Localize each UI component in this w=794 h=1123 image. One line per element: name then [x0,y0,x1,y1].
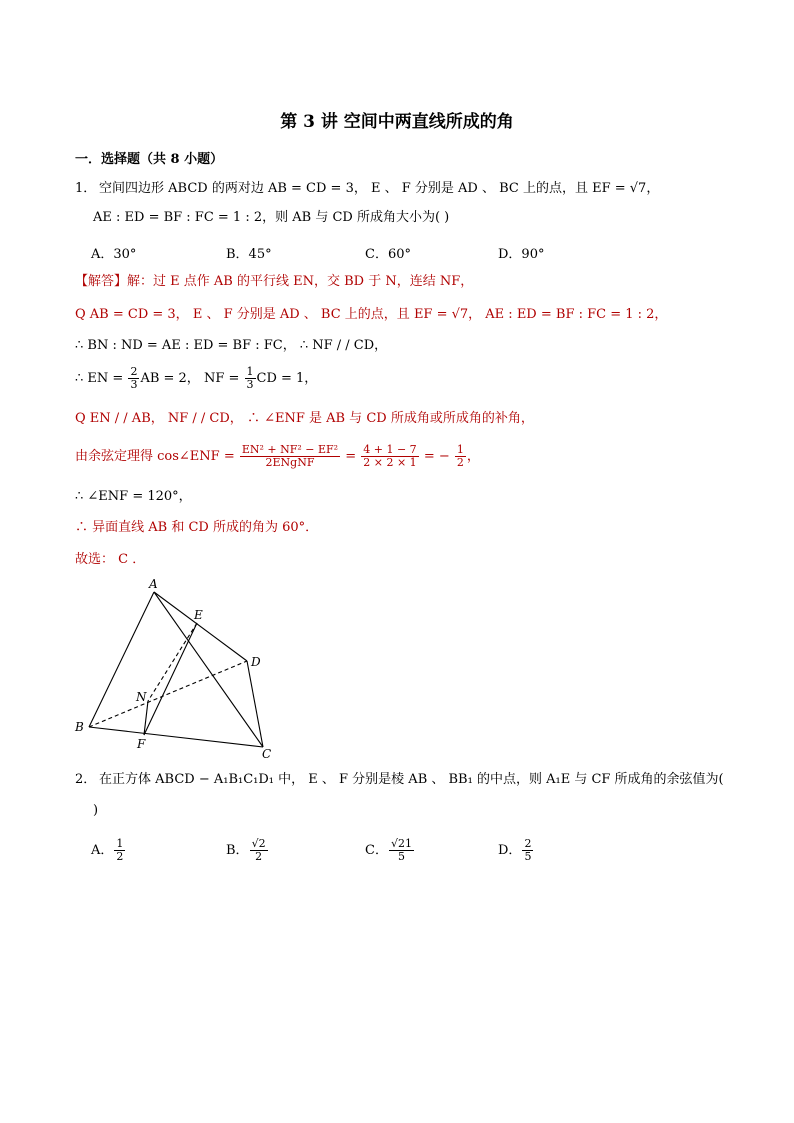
fraction-one-third: $\frac{1}{3}$ [246,365,254,391]
q1-option-d: D．90° [498,247,545,262]
edge-bc [89,727,263,747]
page-title: 第 3 讲 空间中两直线所成的角 [280,112,514,132]
solution-line4-part2: AB = 2， NF = [140,371,244,386]
solution-line2: Q AB = CD = 3， E 、 F 分别是 AD 、 BC 上的点，且 EF = √7， AE : ED = BF : FC = 1 : 2， [75,307,668,322]
fraction-numbers: $\frac{4 + 1 - 7}{2 \times 2 \times 1}$ [363,443,417,469]
q2-stem-line2: ) [93,803,99,818]
q1-number: 1． [75,181,97,196]
q1-option-a: A．30° [91,247,137,262]
fraction-two-thirds: $\frac{2}{3}$ [130,365,138,391]
tetrahedron-figure [60,570,290,765]
section-heading: 一．选择题（共 8 小题） [75,152,224,167]
solution-line4-part3: CD = 1， [256,371,318,386]
label-c: C [262,747,272,761]
solution-line6-part1: 由余弦定理得 cos∠ENF = [75,449,239,464]
q2-option-b: B． $\frac{√2}{2}$ [226,837,266,863]
edge-bd-hidden [89,661,247,727]
edge-ac [154,592,263,747]
q2-stem-line1: 在正方体 ABCD − A₁B₁C₁D₁ 中， E 、 F 分别是棱 AB 、 BB₁ 的中点，则 A₁E 与 CF 所成角的余弦值为( [99,772,724,787]
solution-line7: ∴ ∠ENF = 120°， [75,489,192,504]
q1-option-c: C．60° [365,247,411,262]
solution-line1 [75,274,473,290]
solution-line6 [75,444,480,469]
q1-stem-line2: AE : ED = BF : FC = 1 : 2，则 AB 与 CD 所成角大小为( ) [93,210,450,225]
label-e: E [194,608,203,622]
edge-dc [247,661,263,747]
solution-line3: ∴ BN : ND = AE : ED = BF : FC， ∴ NF / / CD， [75,338,388,353]
q2-option-c: C． $\frac{√21}{5}$ [365,837,412,863]
solution-line6-part3: = − [419,449,454,464]
fraction-one-half: $\frac{1}{2}$ [456,443,464,469]
q2-number: 2． [75,772,97,787]
solution-line9: 故选： C ． [75,552,146,567]
solution-label: 【解答】 [75,274,128,289]
q2-option-b-fraction: $\frac{√2}{2}$ [251,837,266,863]
segment-ef [144,623,197,735]
edge-ab [89,592,154,727]
label-f: F [137,737,146,751]
solution-line6-part2: = [341,449,361,464]
label-a: A [149,577,158,591]
q2-option-a-fraction: $\frac{1}{2}$ [116,837,124,863]
solution-line8: ∴ 异面直线 AB 和 CD 所成的角为 60°． [75,520,319,535]
q1-option-b: B．45° [226,247,272,262]
solution-line4-part1: ∴ EN = [75,371,128,386]
q2-option-d: D． $\frac{2}{5}$ [498,837,532,863]
q2-option-d-fraction: $\frac{2}{5}$ [524,837,532,863]
label-d: D [251,655,261,669]
label-n: N [136,690,147,704]
q1-stem-line1: 空间四边形 ABCD 的两对边 AB = CD = 3， E 、 F 分别是 AD 、 BC 上的点，且 EF = √7， [99,181,660,196]
solution-line5: Q EN / / AB， NF / / CD， ∴ ∠ENF 是 AB 与 CD 所成角或所成角的补角， [75,411,534,426]
fraction-cosine-law: $\frac{\text{EN² + NF² − EF²}}{\text{2ENgNF}}$ [241,443,339,469]
solution-line6-part4: ， [466,449,480,464]
segment-en-hidden [148,623,197,701]
q2-option-a: A． $\frac{1}{2}$ [91,837,124,863]
label-b: B [75,720,84,734]
solution-text1: 解：过 E 点作 AB 的平行线 EN，交 BD 于 N，连结 NF， [127,274,474,289]
solution-line4 [75,366,317,391]
edge-ad [154,592,247,661]
q2-option-c-fraction: $\frac{√21}{5}$ [390,837,412,863]
